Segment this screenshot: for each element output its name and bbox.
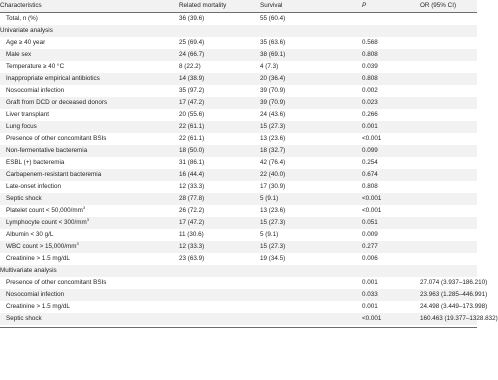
univariate-survival: 18 (32.7)	[260, 147, 286, 154]
multivariate-p-value: 0.033	[362, 291, 378, 298]
univariate-row	[0, 37, 477, 49]
univariate-label: WBC count > $15,000/mm^3$	[6, 240, 79, 250]
univariate-related-mortality: 22 (61.1)	[179, 135, 205, 142]
header-characteristics: Characteristics	[0, 2, 42, 9]
multivariate-odds-ratio: 27.074 (3.937–186.210)	[420, 279, 488, 286]
univariate-p-value: 0.808	[362, 75, 378, 82]
total-related-mortality: 36 (39.6)	[179, 15, 205, 22]
header-related-mortality: Related mortality	[179, 2, 227, 9]
univariate-survival: 39 (70.9)	[260, 87, 286, 94]
univariate-p-value: 0.001	[362, 123, 378, 130]
univariate-p-value: 0.006	[362, 255, 378, 262]
univariate-survival: 22 (40.0)	[260, 171, 286, 178]
univariate-survival: 38 (69.1)	[260, 51, 286, 58]
univariate-survival: 13 (23.6)	[260, 207, 286, 214]
univariate-label: Male sex	[6, 51, 32, 58]
univariate-row	[0, 229, 477, 241]
univariate-survival: 17 (30.9)	[260, 183, 286, 190]
univariate-related-mortality: 14 (38.9)	[179, 75, 205, 82]
multivariate-label: Septic shock	[6, 315, 42, 322]
multivariate-row	[0, 301, 488, 313]
total-label: Total, n (%)	[6, 15, 38, 22]
univariate-related-mortality: 28 (77.8)	[179, 195, 205, 202]
total-survival: 55 (60.4)	[260, 15, 286, 22]
univariate-row	[0, 133, 477, 145]
univariate-related-mortality: 11 (30.6)	[179, 231, 204, 238]
univariate-survival: 13 (23.6)	[260, 135, 286, 142]
univariate-row	[0, 109, 477, 121]
univariate-label: Temperature ≥ 40 °C	[6, 63, 65, 70]
multivariate-odds-ratio: 23.963 (1.285–446.991)	[420, 291, 488, 298]
header-survival: Survival	[260, 2, 283, 9]
univariate-label: Carbapenem-resistant bacteremia	[6, 171, 102, 178]
univariate-survival: 42 (76.4)	[260, 159, 286, 166]
univariate-label: Liver transplant	[6, 111, 50, 118]
univariate-label: Lymphocyte count < $300/mm^3$	[6, 216, 90, 226]
univariate-row	[0, 85, 477, 97]
univariate-label: Age ≥ 40 year	[6, 39, 46, 46]
univariate-p-value: 0.099	[362, 147, 378, 154]
header-or: OR (95% CI)	[420, 2, 457, 9]
univariate-label: Presence of other concomitant BSIs	[6, 135, 107, 142]
header-row	[0, 0, 477, 12]
univariate-label: Septic shock	[6, 195, 42, 202]
univariate-survival: 15 (27.3)	[260, 219, 286, 226]
univariate-related-mortality: 17 (47.2)	[179, 219, 205, 226]
univariate-survival: 5 (9.1)	[260, 231, 279, 238]
univariate-related-mortality: 31 (86.1)	[179, 159, 205, 166]
univariate-p-value: 0.808	[362, 183, 378, 190]
univariate-related-mortality: 12 (33.3)	[179, 183, 205, 190]
multivariate-label: Creatinine > 1.5 mg/dL	[6, 303, 70, 310]
univariate-row	[0, 121, 477, 133]
univariate-row	[0, 241, 477, 253]
univariate-related-mortality: 16 (44.4)	[179, 171, 205, 178]
univariate-row	[0, 253, 477, 265]
univariate-label: Graft from DCD or deceased donors	[6, 99, 108, 106]
univariate-label: Nosocomial infection	[6, 87, 65, 94]
univariate-related-mortality: 20 (55.6)	[179, 111, 205, 118]
univariate-survival: 15 (27.3)	[260, 243, 286, 250]
univariate-related-mortality: 17 (47.2)	[179, 99, 205, 106]
univariate-label: Platelet count < $50,000/mm^3$	[6, 204, 86, 214]
total-row	[0, 13, 477, 25]
univariate-p-value: 0.277	[362, 243, 378, 250]
univariate-related-mortality: 18 (50.0)	[179, 147, 205, 154]
multivariate-row	[0, 277, 488, 289]
univariate-survival: 5 (9.1)	[260, 195, 279, 202]
univariate-survival: 39 (70.9)	[260, 99, 286, 106]
univariate-label: Lung focus	[6, 123, 37, 130]
univariate-p-value: 0.568	[362, 39, 378, 46]
univariate-row	[0, 193, 477, 205]
univariate-title: Univariate analysis	[0, 27, 53, 34]
univariate-survival: 15 (27.3)	[260, 123, 286, 130]
multivariate-p-value: <0.001	[362, 315, 382, 322]
header-p: P	[362, 2, 367, 9]
univariate-row	[0, 145, 477, 157]
univariate-related-mortality: 25 (69.4)	[179, 39, 205, 46]
table-bottom-rule	[0, 327, 477, 328]
univariate-related-mortality: 35 (97.2)	[179, 87, 205, 94]
univariate-survival: 4 (7.3)	[260, 63, 279, 70]
univariate-p-value: 0.808	[362, 51, 378, 58]
multivariate-row	[0, 289, 488, 301]
univariate-label: ESBL (+) bacteremia	[6, 159, 65, 166]
univariate-section-title	[0, 25, 477, 37]
univariate-p-value: <0.001	[362, 195, 382, 202]
univariate-p-value: 0.674	[362, 171, 378, 178]
univariate-row	[0, 73, 477, 85]
multivariate-title: Multivariate analysis	[0, 267, 57, 274]
multivariate-label: Presence of other concomitant BSIs	[6, 279, 107, 286]
univariate-row	[0, 181, 477, 193]
univariate-label: Late-onset infection	[6, 183, 61, 190]
univariate-p-value: <0.001	[362, 135, 382, 142]
univariate-p-value: 0.254	[362, 159, 378, 166]
univariate-related-mortality: 12 (33.3)	[179, 243, 205, 250]
univariate-related-mortality: 24 (66.7)	[179, 51, 205, 58]
univariate-superscript: 3	[86, 216, 90, 222]
multivariate-section-title	[0, 265, 477, 277]
univariate-label: Non-fermentative bacteremia	[6, 147, 88, 154]
univariate-related-mortality: 23 (63.9)	[179, 255, 205, 262]
univariate-related-mortality: 22 (61.1)	[179, 123, 205, 130]
univariate-survival: 20 (36.4)	[260, 75, 286, 82]
univariate-label: Creatinine > 1.5 mg/dL	[6, 255, 70, 262]
univariate-survival: 19 (34.5)	[260, 255, 286, 262]
multivariate-odds-ratio: 24.498 (3.449–173.998)	[420, 303, 488, 310]
multivariate-label: Nosocomial infection	[6, 291, 65, 298]
univariate-label: Inappropriate empirical antibiotics	[6, 75, 100, 82]
univariate-p-value: 0.002	[362, 87, 378, 94]
univariate-p-value: 0.009	[362, 231, 378, 238]
univariate-survival: 35 (63.6)	[260, 39, 286, 46]
univariate-row	[0, 97, 477, 109]
univariate-label: Albumin < 30 g/L	[6, 231, 54, 238]
univariate-p-value: 0.051	[362, 219, 378, 226]
univariate-p-value: 0.023	[362, 99, 378, 106]
univariate-superscript: 3	[76, 240, 79, 246]
multivariate-row	[0, 313, 498, 325]
univariate-p-value: <0.001	[362, 207, 382, 214]
multivariate-p-value: 0.001	[362, 303, 378, 310]
univariate-row	[0, 205, 477, 217]
multivariate-odds-ratio: 160.463 (19.377–1328.832)	[420, 315, 498, 322]
univariate-superscript: 3	[82, 204, 86, 210]
multivariate-p-value: 0.001	[362, 279, 378, 286]
univariate-related-mortality: 26 (72.2)	[179, 207, 205, 214]
univariate-p-value: 0.039	[362, 63, 378, 70]
univariate-row	[0, 157, 477, 169]
univariate-row	[0, 61, 477, 73]
univariate-row	[0, 217, 477, 229]
univariate-row	[0, 49, 477, 61]
univariate-related-mortality: 8 (22.2)	[179, 63, 201, 70]
univariate-survival: 24 (43.6)	[260, 111, 286, 118]
univariate-row	[0, 169, 477, 181]
univariate-p-value: 0.266	[362, 111, 378, 118]
